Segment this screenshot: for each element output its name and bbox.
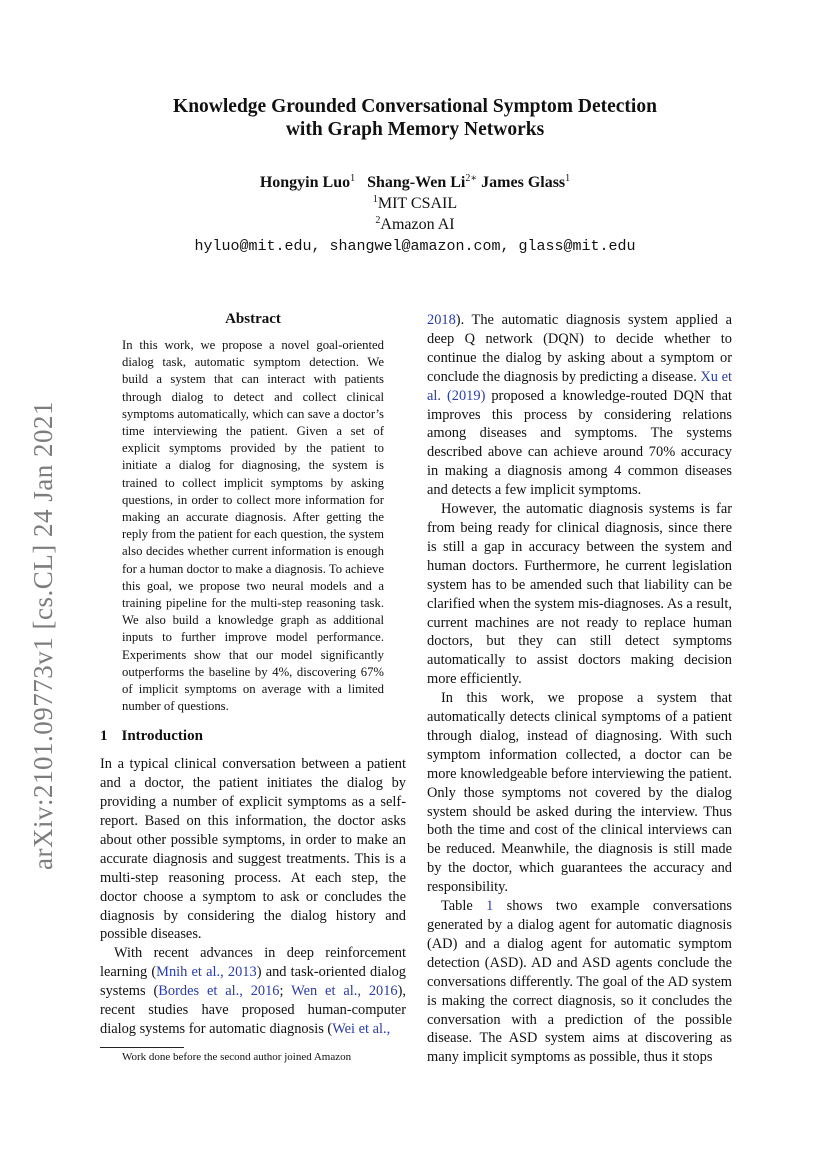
abstract-heading: Abstract [225,311,281,327]
section-number: 1 [100,728,108,745]
right-paragraph-2: However, the automatic diagnosis systems is far from being ready for clinical diagnosis, since there is still a gap in accuracy between the system and human doctors. Furthermore, he current legislation system has to be amended such that liability can be clarified when the system mis-diagnoses. As a result, current machines are not ready to replace human doctors, but they can still detect symptoms automatically to assist doctors making decision more efficiently. [427,501,732,688]
citation-mnih-2013[interactable]: Mnih et al., 2013 [156,964,257,981]
intro-p2-text-b: ) and task-oriented dialog systems ( [100,964,406,1000]
author-block [100,172,730,257]
author-1-sup: 1 [350,173,356,184]
author-emails: hyluo@mit.edu, shangwel@amazon.com, glass@mit.edu [194,238,636,255]
author-1: Hongyin Luo [259,174,351,191]
footnote: Work done before the second author joined Amazon [122,1051,352,1063]
right-p1-text-a: ). The automatic diagnosis system applied a deep Q network (DQN) to decide whether to continue the dialog by asking about a symptom or conclude the diagnosis by predicting a disease. [427,312,732,385]
author-2: Shang-Wen Li [367,174,466,191]
right-paragraph-3: In this work, we propose a system that automatically detects clinical symptoms of a patient through dialog, instead of diagnosing. With such symptom information collected, a doctor can be more knowledgeable before interviewing the patient. Only those symptoms not covered by the dialog system should be asked during the interview. Thus both the time and cost of the clinical interviews can be reduced. Meanwhile, the diagnosis is still made by the doctor, which guarantees the accuracy and responsibility. [427,690,732,896]
footnote-rule [100,1047,184,1048]
left-column [100,310,406,1039]
title-line-1: Knowledge Grounded Conversational Symptom Detection [173,96,657,117]
affiliation-1 [100,193,730,214]
affiliation-1-sup: 1 [372,194,378,205]
author-names [100,172,730,193]
right-paragraph-1 [427,311,732,500]
abstract-text: In this work, we propose a novel goal-oriented dialog task, automatic symptom detection. We build a system that can interact with patients through dialog to detect and collect clinical symptoms automatically, which can save a doctor’s time interviewing the patient. Given a set of explicit symptoms provided by the patient to initiate a dialog for diagnosing, the system is trained to collect implicit symptoms by asking questions, in order to collect more information for making an accurate diagnosis. After getting the reply from the patient for each question, the system also decides whether current information is enough for a human doctor to make a diagnosis. To achieve this goal, we propose two neural models and a training pipeline for the multi-step reasoning task. We also build a knowledge graph as additional inputs to further improve model performance. Experiments show that our model significantly outperforms the baseline by 4%, discovering 67% of implicit symptoms on average with a limited number of questions. [122,337,384,714]
affiliation-2 [100,214,730,235]
right-p4-text-b: shows two example conversations generated by a dialog agent for automatic diagnosis (AD) and a dialog agent for automatic symptom detection (ASD). AD and ASD agents conclude the conversations differently. The goal of the AD system is making the correct diagnosis, so it concludes the conversation with a prediction of the possible disease. The ASD system aims at discovering as many implicit symptoms as possible, thus it stops [427,898,732,1066]
intro-p2-text-d: ), recent studies have proposed human-computer dialog systems for automatic diagnosis ( [100,983,406,1037]
section-title: Introduction [121,728,203,745]
author-2-sup: 2∗ [465,173,478,184]
author-3: James Glass [481,174,566,191]
author-3-sup: 1 [565,173,571,184]
citation-wen-2016[interactable]: Wen et al., 2016 [291,983,398,1000]
section-heading-introduction [100,727,406,746]
title-line-2: with Graph Memory Networks [285,119,545,140]
affiliation-2-name: Amazon AI [380,216,455,233]
paper-title [100,95,730,141]
citation-wei-2018[interactable]: Wei et al., [332,1020,391,1037]
arxiv-stamp-text: arXiv:2101.09773v1 [cs.CL] 24 Jan 2021 [28,401,58,870]
intro-paragraph-2 [100,944,406,1039]
affiliation-2-sup: 2 [375,215,381,226]
citation-bordes-2016[interactable]: Bordes et al., 2016 [158,983,280,1000]
intro-p2-text-c: ; [279,983,292,1000]
right-column [427,311,732,1067]
intro-p2-text-a: With recent advances in deep reinforcement learning ( [100,945,406,981]
table-1-reference[interactable]: 1 [486,898,494,915]
right-paragraph-4 [427,897,732,1067]
right-p1-text-b: proposed a knowledge-routed DQN that improves this process by considering relations among diseases and symptoms. The systems described above can achieve around 70% accuracy in making a diagnosis among 4 common diseases and detects a few implicit symptoms. [427,387,732,499]
right-p4-text-a: Table [441,898,487,915]
affiliation-1-name: MIT CSAIL [377,195,458,212]
citation-xu-2019[interactable]: Xu et al. (2019) [427,368,732,404]
intro-paragraph-1: In a typical clinical conversation between a patient and a doctor, the patient initiates the dialog by providing a number of explicit symptoms as a self-report. Based on this information, the doctor asks about other possible symptoms, in order to make an accurate diagnosis and suggest treatments. This is a multi-step reasoning process. At each step, the doctor choose a symptom to ask or concludes the diagnosis by considering the dialog history and possible diseases. [100,756,406,943]
citation-wei-2018-year[interactable]: 2018 [427,312,456,328]
arxiv-stamp [20,330,60,890]
